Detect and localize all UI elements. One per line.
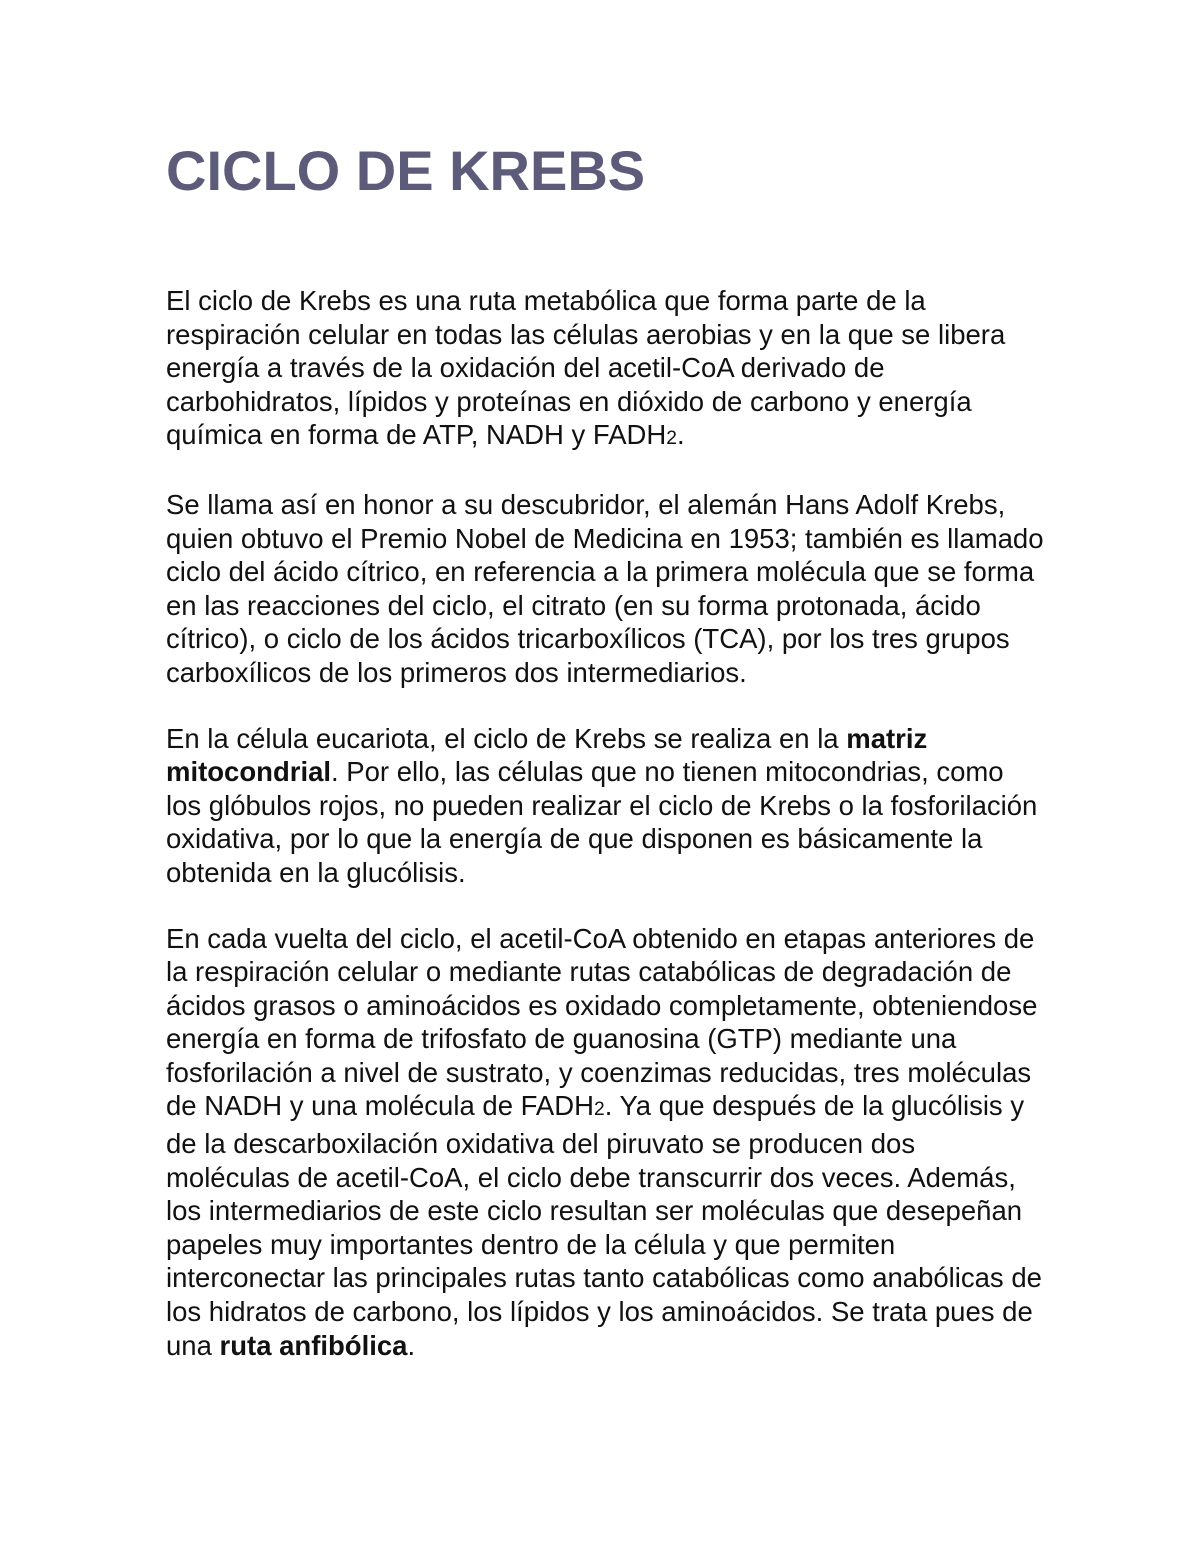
text-segment: Se llama así en honor a su descubridor, el alemán Hans Adolf Krebs, quien obtuvo el Premio Nobel de Medicina en 1953; también es llamado ciclo del ácido cítrico, en referencia a la primera molécula que se forma en las reacciones del ciclo, el citrato (en su forma protonada, ácido cítrico), o ciclo de los ácidos tricarboxílicos (TCA), por los tres grupos carboxílicos de los primeros dos intermediarios.: [166, 488, 1044, 688]
paragraph-intro: [166, 284, 1046, 456]
paragraph-location: [166, 722, 1046, 890]
paragraph-cycle-details: [166, 922, 1046, 1363]
subscript: 2: [666, 428, 677, 450]
document-page: [166, 138, 1046, 1394]
bold-term: matriz mitocondrial: [166, 722, 928, 788]
text-segment: .: [407, 1329, 416, 1361]
bold-term: ruta anfibólica: [219, 1329, 408, 1361]
text-segment: En cada vuelta del ciclo, el acetil-CoA obtenido en etapas anteriores de la respiración celular o mediante rutas catabólicas de degradación de ácidos grasos o aminoácidos es oxidado completamente, obteniendose energía en forma de trifosfato de guanosina (GTP) mediante una fosforilación a nivel de sustrato, y coenzimas reducidas, tres moléculas de NADH y una molécula de FADH: [166, 922, 1038, 1122]
subscript: 2: [593, 1099, 605, 1121]
text-segment: . Por ello, las células que no tienen mitocondrias, como los glóbulos rojos, no pueden realizar el ciclo de Krebs o la fosforilación oxidativa, por lo que la energía de que disponen es básicamente la obtenida en la glucólisis.: [166, 756, 1038, 888]
text-segment: El ciclo de Krebs es una ruta metabólica que forma parte de la respiración celular en todas las células aerobias y en la que se libera energía a través de la oxidación del acetil-CoA derivado de carbohidratos, lípidos y proteínas en dióxido de carbono y energía química en forma de ATP, NADH y FADH: [166, 285, 1006, 451]
text-segment: . Ya que después de la glucólisis y de la descarboxilación oxidativa del piruvato se producen dos moléculas de acetil-CoA, el ciclo debe transcurrir dos veces. Además, los intermediarios de este ciclo resultan ser moléculas que desepeñan papeles muy importantes dentro de la célula y que permiten interconectar las principales rutas tanto catabólicas como anabólicas de los hidratos de carbono, los lípidos y los aminoácidos. Se trata pues de una: [166, 1090, 1042, 1361]
text-segment: En la célula eucariota, el ciclo de Krebs se realiza en la: [166, 722, 847, 754]
text-segment: .: [677, 419, 685, 451]
document-title: CICLO DE KREBS: [166, 139, 646, 202]
paragraph-name-origin: [166, 488, 1046, 690]
